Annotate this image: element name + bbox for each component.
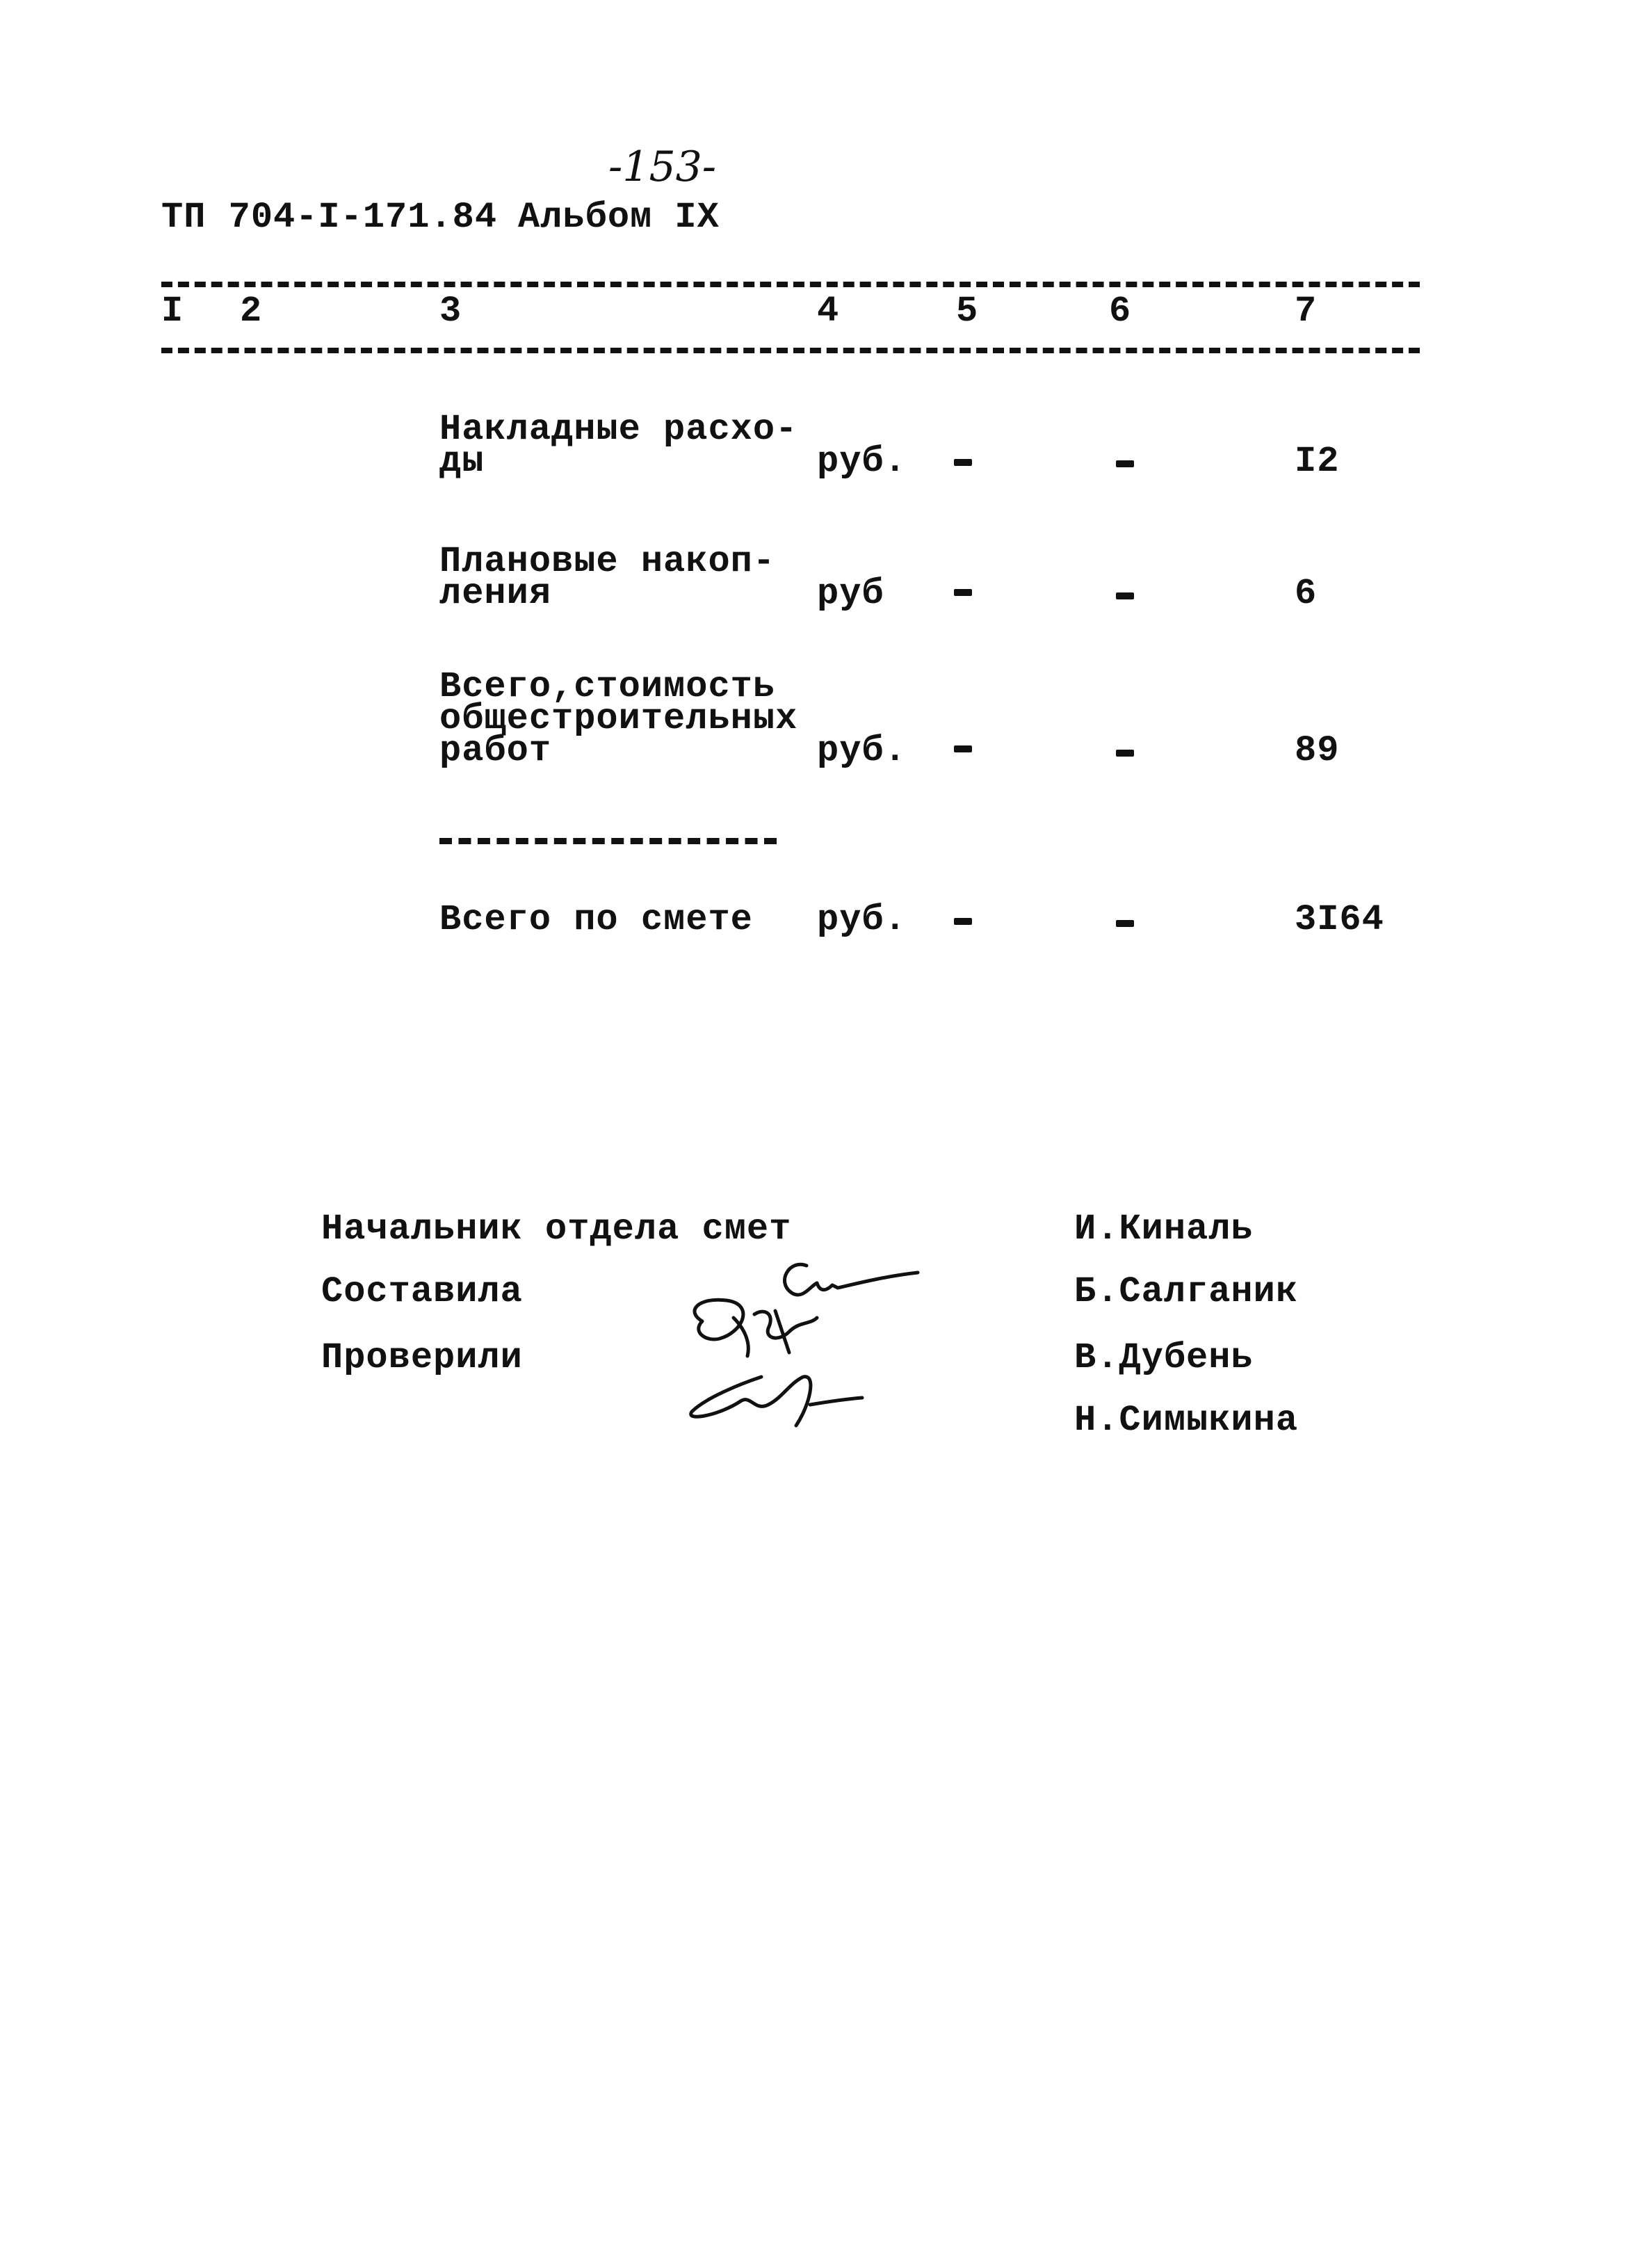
- total-label: Всего по смете: [439, 899, 753, 940]
- row-planned-value: 6: [1295, 573, 1318, 614]
- signature-title-checked: Проверили: [321, 1337, 523, 1378]
- signer-name-2: Б.Салганик: [1074, 1271, 1299, 1312]
- row-construction-name-line3: работ: [439, 730, 552, 771]
- row-construction-name-line1: Всего,стоимость: [439, 666, 776, 707]
- total-unit: руб.: [817, 899, 907, 940]
- total-col6-dash: [1116, 920, 1134, 927]
- row-construction-value: 89: [1295, 730, 1340, 771]
- total-value: 3I64: [1295, 899, 1384, 940]
- row-construction-col5-dash: [954, 745, 972, 752]
- header-top-rule: [161, 282, 1420, 287]
- row-planned-col6-dash: [1116, 592, 1134, 599]
- document-code: ТП 704-I-171.84: [161, 197, 498, 238]
- row-planned-col5-dash: [954, 589, 972, 596]
- column-header-3: 3: [439, 291, 462, 332]
- handwritten-signatures: [678, 1245, 970, 1481]
- signer-name-4: Н.Симыкина: [1074, 1400, 1299, 1441]
- row-overhead-col6-dash: [1116, 460, 1134, 467]
- signature-title-head: Начальник отдела смет: [321, 1209, 792, 1250]
- row-overhead-col5-dash: [954, 459, 972, 466]
- signer-name-3: В.Дубень: [1074, 1337, 1254, 1378]
- row-construction-col6-dash: [1116, 750, 1134, 757]
- album-label: Альбом IX: [518, 197, 720, 238]
- total-separator: [439, 838, 777, 844]
- column-header-4: 4: [817, 291, 840, 332]
- column-header-2: 2: [240, 291, 263, 332]
- row-overhead-unit: руб.: [817, 441, 907, 482]
- column-header-7: 7: [1295, 291, 1318, 332]
- row-planned-name-line1: Плановые накоп-: [439, 541, 776, 582]
- column-header-6: 6: [1109, 291, 1132, 332]
- row-planned-unit: руб: [817, 573, 884, 614]
- row-overhead-name-line2: ды: [439, 441, 485, 482]
- page-number: -153-: [608, 143, 717, 191]
- column-header-5: 5: [956, 291, 979, 332]
- signature-title-compiled: Составила: [321, 1271, 523, 1312]
- row-overhead-value: I2: [1295, 441, 1340, 482]
- total-col5-dash: [954, 918, 972, 925]
- column-header-1: I: [161, 291, 184, 332]
- row-construction-name-line2: общестроительных: [439, 698, 798, 739]
- signer-name-1: И.Киналь: [1074, 1209, 1254, 1250]
- row-construction-unit: руб.: [817, 730, 907, 771]
- row-overhead-name-line1: Накладные расхо-: [439, 409, 798, 450]
- row-planned-name-line2: ления: [439, 573, 552, 614]
- header-bottom-rule: [161, 348, 1420, 353]
